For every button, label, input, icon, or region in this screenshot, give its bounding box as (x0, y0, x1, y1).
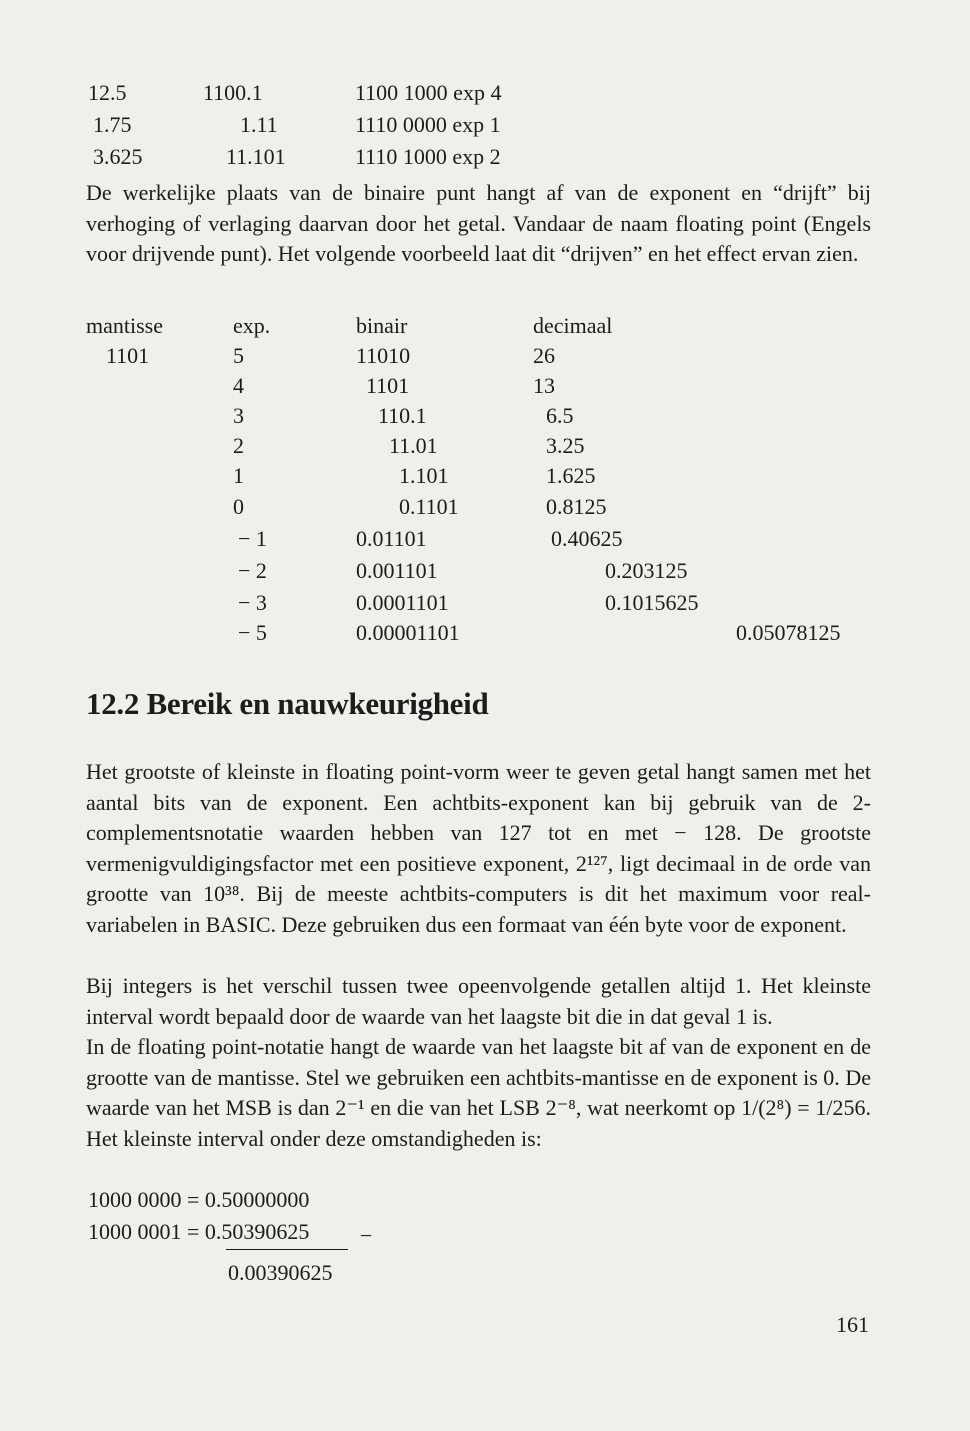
exp-cell: 5 (233, 343, 244, 368)
exp-cell: 0 (233, 494, 244, 519)
exp-cell: − 3 (238, 590, 267, 615)
table-cell-decimal: 3.625 (93, 144, 143, 169)
sum-rule (226, 1249, 348, 1250)
column-header-binair: binair (356, 313, 408, 338)
table-cell-decimal: 1.75 (93, 112, 132, 137)
decimaal-cell: 0.05078125 (736, 620, 841, 645)
decimaal-cell: 1.625 (546, 463, 596, 488)
decimaal-cell: 0.40625 (551, 526, 623, 551)
table-cell-float: 1110 0000 exp 1 (355, 112, 501, 137)
binair-cell: 0.0001101 (356, 590, 449, 615)
decimaal-cell: 0.203125 (605, 558, 688, 583)
paragraph-floating-point: De werkelijke plaats van de binaire punt hangt af van de exponent en “drijft” bij verhoging of verlaging daarvan door het getal. Vandaar de naam floating point (Engels voor drijvende punt). Het volgende voorbeeld laat dit “drijven” en het effect ervan zien. (86, 180, 871, 266)
binair-cell: 110.1 (378, 403, 427, 428)
table-cell-binary: 11.101 (226, 144, 286, 169)
table-cell-float: 1110 1000 exp 2 (355, 144, 501, 169)
exp-cell: 3 (233, 403, 244, 428)
binair-cell: 1101 (366, 373, 410, 398)
paragraph-integers: Bij integers is het verschil tussen twee opeenvolgende getallen altijd 1. Het kleinste interval wordt bepaald door de waarde van het laagste bit die in dat geval 1 is. (86, 973, 871, 1029)
binair-cell: 0.01101 (356, 526, 427, 551)
exp-cell: − 2 (238, 558, 267, 583)
binair-cell: 1.101 (399, 463, 449, 488)
calc-result: 0.00390625 (228, 1260, 333, 1285)
column-header-decimaal: decimaal (533, 313, 613, 338)
table-cell-decimal: 12.5 (88, 80, 127, 105)
column-header-exp: exp. (233, 313, 271, 338)
exp-cell: − 1 (238, 526, 267, 551)
decimaal-cell: 13 (533, 373, 555, 398)
binair-cell: 0.001101 (356, 558, 438, 583)
binair-cell: 0.1101 (399, 494, 459, 519)
decimaal-cell: 3.25 (546, 433, 585, 458)
mantisse-value: 1101 (106, 343, 150, 368)
table-cell-binary: 1.11 (240, 112, 278, 137)
column-header-mantisse: mantisse (86, 313, 163, 338)
exp-cell: 4 (233, 373, 244, 398)
exp-cell: 1 (233, 463, 244, 488)
binair-cell: 0.00001101 (356, 620, 460, 645)
binair-cell: 11.01 (389, 433, 438, 458)
paragraph-precision: In de floating point-notatie hangt de waarde van het laagste bit af van de exponent en de grootte van de mantisse. Stel we gebruiken een achtbits-mantisse en de exponent is 0. De waarde van het MSB is dan 2⁻¹ en die van het LSB 2⁻⁸, wat neerkomt op 1/(2⁸) = 1/256. Het kleinste interval onder deze omstandigheden is: (86, 1034, 871, 1151)
calc-line: 1000 0000 = 0.50000000 (88, 1187, 310, 1212)
calc-line: 1000 0001 = 0.50390625 (88, 1219, 310, 1244)
decimaal-cell: 6.5 (546, 403, 574, 428)
page-number: 161 (836, 1312, 869, 1337)
exp-cell: 2 (233, 433, 244, 458)
minus-sign: − (360, 1223, 373, 1248)
decimaal-cell: 26 (533, 343, 555, 368)
table-cell-float: 1100 1000 exp 4 (355, 80, 502, 105)
binair-cell: 11010 (356, 343, 411, 368)
exp-cell: − 5 (238, 620, 267, 645)
decimaal-cell: 0.8125 (546, 494, 607, 519)
table-cell-binary: 1100.1 (203, 80, 263, 105)
paragraph-range: Het grootste of kleinste in floating point-vorm weer te geven getal hangt samen met het aantal bits van de exponent. Een achtbits-exponent kan bij gebruik van de 2-complementsnotatie waarden hebben van 127 tot en met − 128. De grootste vermenigvuldigingsfactor met een positieve exponent, 2¹²⁷, ligt decimaal in de orde van grootte van 10³⁸. Bij de meeste achtbits-computers is dit het maximum voor real-variabelen in BASIC. Deze gebruiken dus een formaat van één byte voor de exponent. (86, 759, 871, 937)
section-heading: 12.2 Bereik en nauwkeurigheid (86, 686, 489, 721)
decimaal-cell: 0.1015625 (605, 590, 699, 615)
